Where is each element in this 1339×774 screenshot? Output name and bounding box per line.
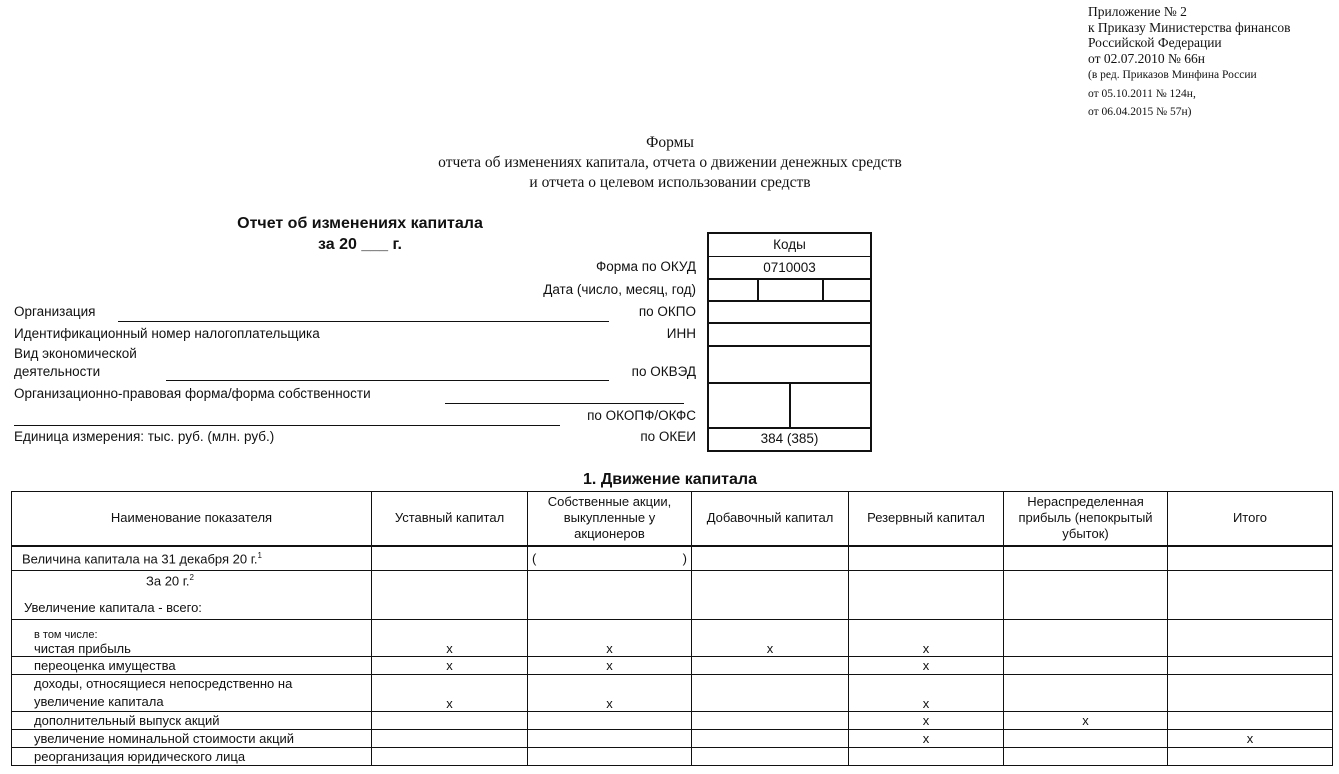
cell[interactable]	[528, 546, 692, 571]
footnote-mark: 1	[257, 550, 262, 560]
organization-input-line[interactable]	[118, 321, 609, 322]
forms-title-line: Формы	[646, 134, 694, 151]
paren-close: )	[682, 550, 687, 566]
inn-value[interactable]	[709, 324, 870, 347]
table-row	[12, 620, 1333, 657]
cell-x: x	[849, 675, 1004, 712]
date-divider	[757, 280, 759, 300]
table-row	[12, 571, 1333, 620]
forms-title-line: и отчета о целевом использовании средств	[529, 174, 811, 191]
okpo-value[interactable]	[709, 302, 870, 324]
cell[interactable]	[1168, 748, 1333, 766]
header-additional: Добавочный капитал	[692, 492, 849, 546]
cell-x: x	[528, 657, 692, 675]
okopf-label: по ОКОПФ/ОКФС	[587, 408, 696, 423]
okud-value: 0710003	[709, 257, 870, 280]
cell[interactable]	[692, 675, 849, 712]
okved-value[interactable]	[709, 347, 870, 384]
section-title: 1. Движение капитала	[583, 471, 757, 488]
cell[interactable]	[372, 571, 528, 620]
add-issue-label: дополнительный выпуск акций	[12, 712, 372, 730]
row-label	[12, 546, 372, 571]
appendix-block	[1088, 4, 1290, 122]
cell[interactable]	[528, 712, 692, 730]
cell[interactable]	[1004, 657, 1168, 675]
header-own-shares: Собственные акции, выкупленные у акционеров	[528, 492, 692, 546]
footnote-mark: 2	[189, 573, 194, 582]
cell-x: x	[372, 620, 528, 657]
forms-title	[330, 133, 1010, 193]
row-year-text: За 20 г.	[146, 573, 190, 589]
nominal-increase-label: увеличение номинальной стоимости акций	[12, 730, 372, 748]
cell-x: x	[849, 657, 1004, 675]
cell[interactable]	[1168, 712, 1333, 730]
cell[interactable]	[1168, 546, 1333, 571]
okud-label: Форма по ОКУД	[595, 259, 696, 274]
net-profit-label: чистая прибыль	[34, 641, 131, 656]
row-label	[12, 675, 372, 712]
header-total: Итого	[1168, 492, 1333, 546]
table-row	[12, 748, 1333, 766]
appendix-line: Российской Федерации	[1088, 35, 1222, 50]
header-retained: Нераспределенная прибыль (непокрытый убыток)	[1004, 492, 1168, 546]
inn-label: ИНН	[666, 326, 696, 341]
unit-label: Единица измерения: тыс. руб. (млн. руб.)	[14, 429, 275, 444]
cell[interactable]	[372, 712, 528, 730]
table-row	[12, 546, 1333, 571]
header-name: Наименование показателя	[12, 492, 372, 546]
cell-x: x	[849, 712, 1004, 730]
cell[interactable]	[1004, 730, 1168, 748]
cell[interactable]	[1004, 620, 1168, 657]
appendix-note: (в ред. Приказов Минфина России	[1088, 69, 1257, 81]
cell[interactable]	[1168, 571, 1333, 620]
appendix-line: к Приказу Министерства финансов	[1088, 19, 1291, 35]
activity-input-line[interactable]	[166, 380, 609, 381]
activity-label-2: деятельности	[14, 364, 101, 379]
table-row	[12, 657, 1333, 675]
cell[interactable]	[1168, 620, 1333, 657]
cell-x: x	[849, 620, 1004, 657]
cell[interactable]	[692, 571, 849, 620]
appendix-line: от 02.07.2010 № 66н	[1088, 50, 1205, 66]
table-row	[12, 730, 1333, 748]
report-title-line: Отчет об изменениях капитала	[237, 215, 483, 232]
organization-label: Организация	[14, 304, 96, 319]
report-period: за 20 ___ г.	[318, 236, 402, 253]
cell-x: x	[372, 657, 528, 675]
legal-form-label: Организационно-правовая форма/форма собственности	[14, 386, 371, 401]
cell[interactable]	[372, 748, 528, 766]
codes-box	[707, 232, 872, 452]
appendix-note: от 06.04.2015 № 57н)	[1088, 106, 1192, 118]
activity-label: Вид экономической	[14, 346, 137, 361]
cell-x: x	[372, 675, 528, 712]
header-reserve: Резервный капитал	[849, 492, 1004, 546]
revaluation-label: переоценка имущества	[12, 657, 372, 675]
cell[interactable]	[849, 571, 1004, 620]
date-cells[interactable]	[709, 280, 870, 302]
capital-movement-table	[11, 491, 1333, 766]
row-increase: Увеличение капитала - всего:	[24, 600, 202, 616]
cell[interactable]	[692, 657, 849, 675]
forms-title-line: отчета об изменениях капитала, отчета о движении денежных средств	[438, 154, 902, 171]
okei-label: по ОКЕИ	[640, 429, 696, 444]
legal-form-input-line[interactable]	[445, 403, 684, 404]
cell[interactable]	[1168, 657, 1333, 675]
cell[interactable]	[1004, 675, 1168, 712]
date-divider	[822, 280, 824, 300]
cell-x: x	[1168, 730, 1333, 748]
ownership-input-line[interactable]	[14, 425, 560, 426]
cell[interactable]	[528, 730, 692, 748]
cell[interactable]	[372, 730, 528, 748]
cell[interactable]	[1004, 748, 1168, 766]
cell[interactable]	[692, 712, 849, 730]
cell[interactable]	[1004, 546, 1168, 571]
inn-field-label: Идентификационный номер налогоплательщика	[14, 326, 320, 341]
okopf-okfs-values[interactable]	[709, 384, 870, 429]
report-title	[180, 213, 540, 255]
cell-x: x	[692, 620, 849, 657]
cell[interactable]	[1168, 675, 1333, 712]
reorganization-label: реорганизация юридического лица	[12, 748, 372, 766]
cell[interactable]	[692, 730, 849, 748]
row-balance-text: Величина капитала на 31 декабря 20 г.	[22, 550, 258, 566]
cell[interactable]	[1004, 571, 1168, 620]
cell-x: x	[528, 620, 692, 657]
table-header-row	[12, 492, 1333, 546]
cell[interactable]	[372, 546, 528, 571]
cell[interactable]	[692, 546, 849, 571]
okpo-label: по ОКПО	[638, 304, 696, 319]
cell[interactable]	[692, 748, 849, 766]
row-year	[16, 573, 367, 588]
cell-x: x	[528, 675, 692, 712]
row-label	[12, 571, 372, 620]
cell-x: x	[1004, 712, 1168, 730]
table-row	[12, 675, 1333, 712]
okei-value: 384 (385)	[760, 431, 819, 446]
table-row	[12, 712, 1333, 730]
header-charter: Уставный капитал	[372, 492, 528, 546]
income-label-2: увеличение капитала	[34, 694, 164, 709]
date-label: Дата (число, месяц, год)	[543, 282, 696, 297]
incl-label: в том числе:	[34, 629, 98, 641]
income-label: доходы, относящиеся непосредственно на	[34, 676, 293, 691]
cell-x: x	[849, 730, 1004, 748]
okopf-divider	[789, 384, 791, 427]
codes-header: Коды	[709, 234, 870, 257]
paren-open: (	[532, 550, 537, 566]
okved-label: по ОКВЭД	[631, 364, 696, 379]
appendix-note: от 05.10.2011 № 124н,	[1088, 87, 1196, 100]
cell[interactable]	[528, 571, 692, 620]
row-label	[12, 620, 372, 657]
appendix-line: Приложение № 2	[1088, 4, 1187, 19]
cell[interactable]	[528, 748, 692, 766]
cell[interactable]	[849, 546, 1004, 571]
cell[interactable]	[849, 748, 1004, 766]
